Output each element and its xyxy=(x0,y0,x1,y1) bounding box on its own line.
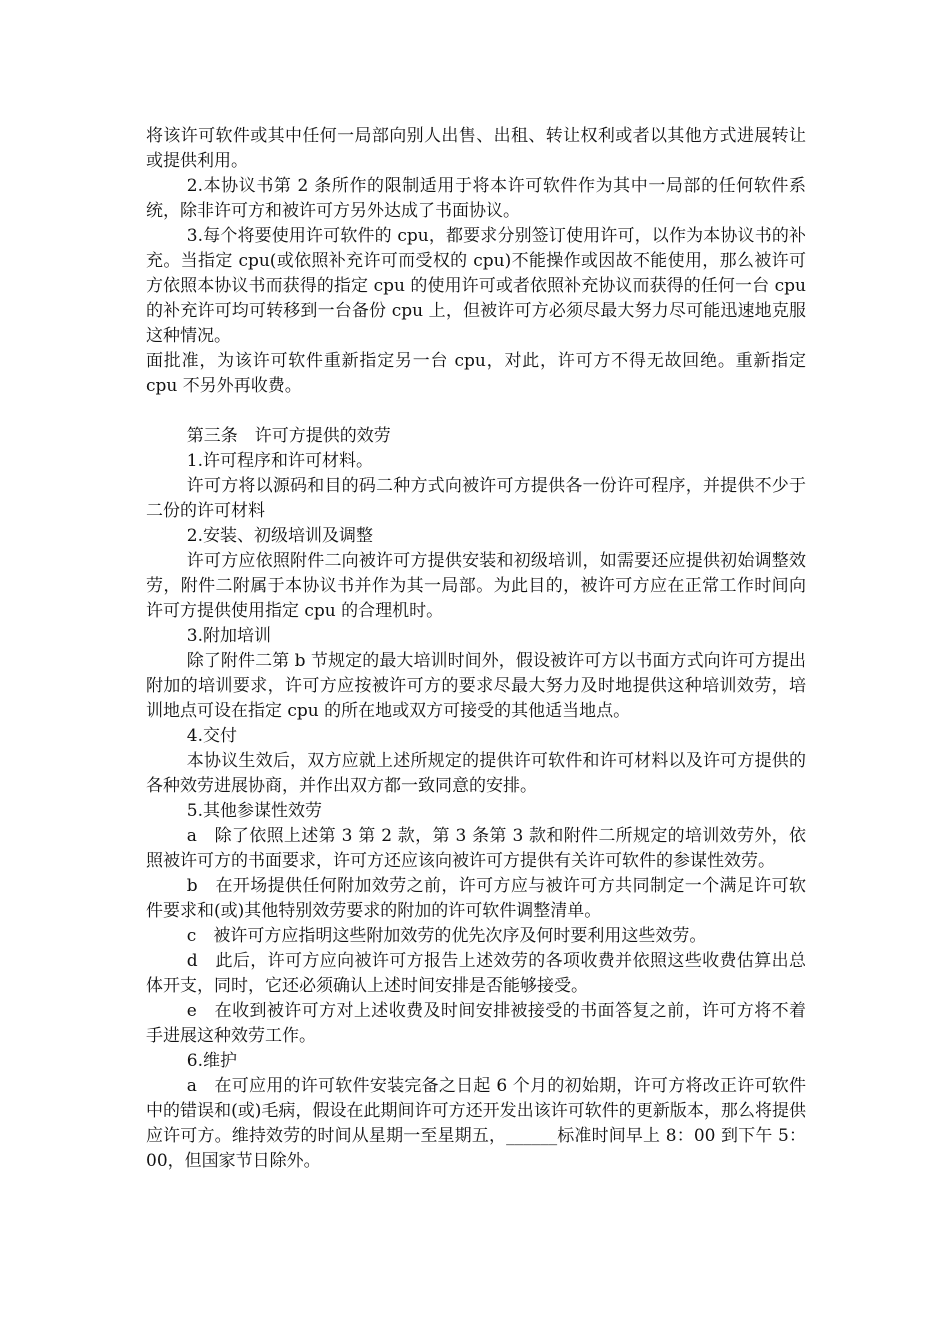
paragraph-gap xyxy=(146,399,806,424)
paragraph: a 在可应用的许可软件安装完备之日起 6 个月的初始期，许可方将改正许可软件中的错误和(或)毛病，假设在此期间许可方还开发出该许可软件的更新版本，那么将提供应许可方。维持效劳的时间从星期一至星期五，______标准时间早上 8：00 到下午 5：00，但国家节日除外。 xyxy=(146,1076,806,1171)
paragraph: 3.附加培训 xyxy=(186,626,272,646)
paragraph: 面批准，为该许可软件重新指定另一台 cpu，对此，许可方不得无故回绝。重新指定 cpu 不另外再收费。 xyxy=(146,351,806,396)
paragraph: 3.每个将要使用许可软件的 cpu，都要求分别签订使用许可，以作为本协议书的补充。当指定 cpu(或依照补充许可而受权的 cpu)不能操作或因故不能使用，那么被许可方依照本协议书而获得的指定 cpu 的使用许可或者依照补充协议而获得的任何一台 cpu 的补充许可均可转移到一台备份 cpu 上，但被许可方必须尽最大努力尽可能迅速地克服这种情况。 xyxy=(146,226,806,346)
paragraph: b 在开场提供任何附加效劳之前，许可方应与被许可方共同制定一个满足许可软件要求和(或)其他特别效劳要求的附加的许可软件调整清单。 xyxy=(146,876,806,921)
paragraph: 第三条 许可方提供的效劳 xyxy=(186,426,391,446)
paragraph: 2.本协议书第 2 条所作的限制适用于将本许可软件作为其中一局部的任何软件系统，除非许可方和被许可方另外达成了书面协议。 xyxy=(146,176,806,221)
paragraph: 5.其他参谋性效劳 xyxy=(186,801,323,821)
paragraph: 1.许可程序和许可材料。 xyxy=(186,451,374,471)
document-page xyxy=(146,124,806,1174)
paragraph: 2.安装、初级培训及调整 xyxy=(186,526,374,546)
paragraph: 许可方将以源码和目的码二种方式向被许可方提供各一份许可程序，并提供不少于二份的许可材料 xyxy=(146,476,806,521)
paragraph: e 在收到被许可方对上述收费及时间安排被接受的书面答复之前，许可方将不着手进展这种效劳工作。 xyxy=(146,1001,806,1046)
paragraph: 许可方应依照附件二向被许可方提供安装和初级培训，如需要还应提供初始调整效劳，附件二附属于本协议书并作为其一局部。为此目的，被许可方应在正常工作时间向许可方提供使用指定 cpu 的合理机时。 xyxy=(146,551,806,621)
paragraph: 将该许可软件或其中任何一局部向别人出售、出租、转让权利或者以其他方式进展转让或提供利用。 xyxy=(146,126,806,171)
paragraph: 除了附件二第 b 节规定的最大培训时间外，假设被许可方以书面方式向许可方提出附加的培训要求，许可方应按被许可方的要求尽最大努力及时地提供这种培训效劳，培训地点可设在指定 cpu 的所在地或双方可接受的其他适当地点。 xyxy=(146,651,806,721)
paragraph: d 此后，许可方应向被许可方报告上述效劳的各项收费并依照这些收费估算出总体开支，同时，它还必须确认上述时间安排是否能够接受。 xyxy=(146,951,806,996)
paragraph: c 被许可方应指明这些附加效劳的优先次序及何时要利用这些效劳。 xyxy=(186,926,707,946)
paragraph: 6.维护 xyxy=(186,1051,238,1071)
paragraph: 本协议生效后，双方应就上述所规定的提供许可软件和许可材料以及许可方提供的各种效劳进展协商，并作出双方都一致同意的安排。 xyxy=(146,751,806,796)
paragraph: a 除了依照上述第 3 第 2 款，第 3 条第 3 款和附件二所规定的培训效劳外，依照被许可方的书面要求，许可方还应该向被许可方提供有关许可软件的参谋性效劳。 xyxy=(146,826,806,871)
paragraph: 4.交付 xyxy=(186,726,238,746)
